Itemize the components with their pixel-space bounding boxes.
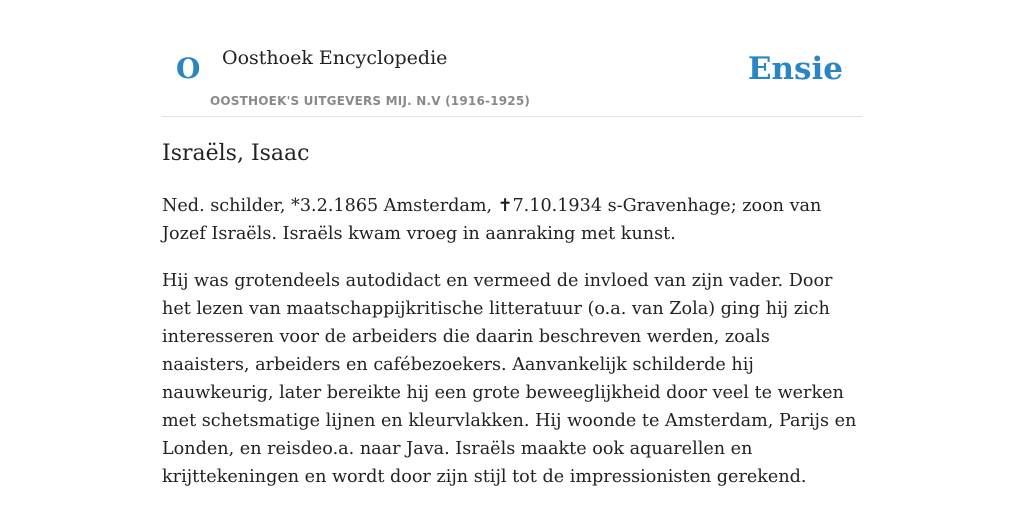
ensie-logo-link[interactable]: Ensie [747,51,843,87]
encyclopedia-logo: O [176,52,201,85]
article-title: Israëls, Isaac [162,141,310,166]
encyclopedia-title[interactable]: Oosthoek Encyclopedie [222,47,448,69]
article-paragraph: Hij was grotendeels autodidact en vermeed de invloed van zijn vader. Door het lezen van maatschappijkritische litteratuur (o.a. van Zola) ging hij zich interesseren voor de arbeiders die daarin beschreven werden, zoals naaisters, arbeiders en cafébezoekers. Aanvankelijk schilderde hij nauwkeurig, later bereikte hij een grote beweeglijkheid door veel te werken met schetsmatige lijnen en kleurvlakken. Hij woonde te Amsterdam, Parijs en Londen, en reisdeo.a. naar Java. Israëls maakte ook aquarellen en krijttekeningen en wordt door zijn stijl tot de impressionisten gerekend. [162,271,857,487]
encyclopedia-header [162,0,862,117]
publisher-label: OOSTHOEK'S UITGEVERS MIJ. N.V (1916-1925) [210,94,531,108]
article-page [162,0,862,487]
article-paragraph: Ned. schilder, *3.2.1865 Amsterdam, ✝7.10.1934 s-Gravenhage; zoon van Jozef Israëls. Israëls kwam vroeg in aanraking met kunst. [162,196,822,244]
